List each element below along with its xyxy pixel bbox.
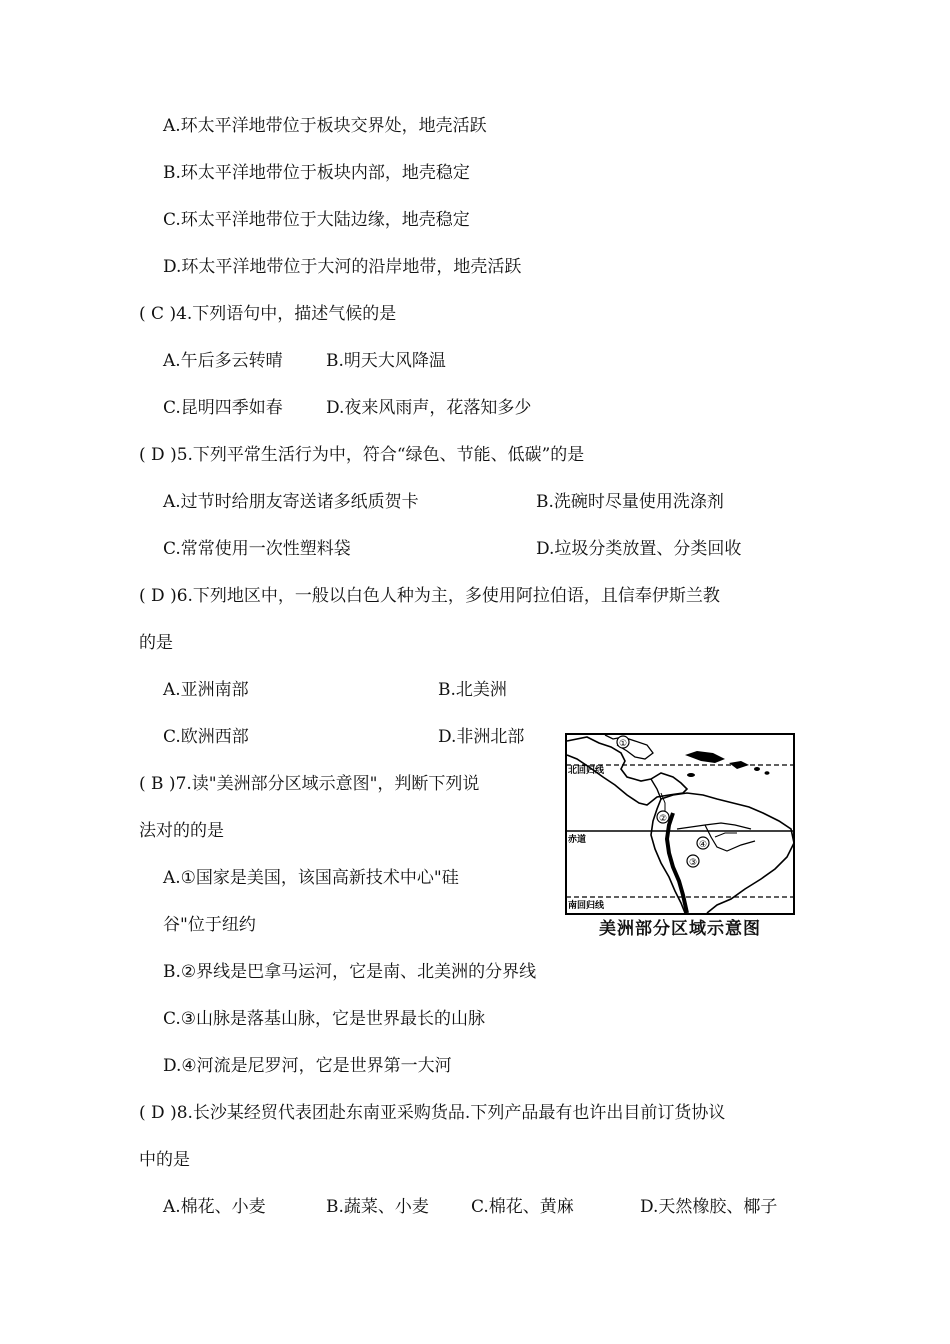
q6-stem-cont: 的是 <box>139 633 173 653</box>
q6-option-c: C.欧洲西部 <box>163 727 249 747</box>
q8-option-a: A.棉花、小麦 <box>163 1197 266 1217</box>
americas-region-map <box>565 733 795 945</box>
q4-stem: ( C )4.下列语句中，描述气候的是 <box>139 304 397 324</box>
q3-option-c: C.环太平洋地带位于大陆边缘，地壳稳定 <box>163 210 470 230</box>
label-tropic-north: 北回归线 <box>568 766 605 776</box>
q5-option-d: D.垃圾分类放置、分类回收 <box>536 539 742 559</box>
q6-option-b: B.北美洲 <box>438 680 507 700</box>
q7-option-b: B.②界线是巴拿马运河，它是南、北美洲的分界线 <box>163 962 537 982</box>
q4-option-a: A.午后多云转晴 <box>163 351 283 371</box>
q6-stem: ( D )6.下列地区中，一般以白色人种为主，多使用阿拉伯语，且信奉伊斯兰教 <box>139 586 720 606</box>
marker-2: ② <box>658 814 668 824</box>
map-drawing <box>565 733 795 915</box>
label-equator: 赤道 <box>568 835 587 845</box>
map-title: 美洲部分区域示意图 <box>599 919 761 939</box>
q8-option-d: D.天然橡胶、椰子 <box>640 1197 778 1217</box>
q3-option-a: A.环太平洋地带位于板块交界处，地壳活跃 <box>163 116 487 136</box>
q5-stem: ( D )5.下列平常生活行为中，符合“绿色、节能、低碳”的是 <box>139 445 585 465</box>
q3-option-d: D.环太平洋地带位于大河的沿岸地带，地壳活跃 <box>163 257 522 277</box>
q7-stem: ( B )7.读"美洲部分区域示意图"，判断下列说 <box>139 774 480 794</box>
q4-option-c: C.昆明四季如春 <box>163 398 283 418</box>
q4-option-d: D.夜来风雨声，花落知多少 <box>326 398 532 418</box>
q7-option-a-cont: 谷"位于纽约 <box>163 915 256 935</box>
marker-1: ① <box>618 739 628 749</box>
marker-3: ③ <box>688 858 698 868</box>
q8-stem: ( D )8.长沙某经贸代表团赴东南亚采购货品.下列产品最有也许出目前订货协议 <box>139 1103 726 1123</box>
q4-option-b: B.明天大风降温 <box>326 351 446 371</box>
q7-option-a: A.①国家是美国，该国高新技术中心"硅 <box>163 868 459 888</box>
marker-4: ④ <box>698 840 708 850</box>
q5-option-b: B.洗碗时尽量使用洗涤剂 <box>536 492 724 512</box>
q5-option-c: C.常常使用一次性塑料袋 <box>163 539 351 559</box>
q7-option-c: C.③山脉是落基山脉，它是世界最长的山脉 <box>163 1009 486 1029</box>
q8-option-c: C.棉花、黄麻 <box>471 1197 574 1217</box>
label-tropic-south: 南回归线 <box>568 901 605 911</box>
q7-stem-cont: 法对的的是 <box>139 821 224 841</box>
q6-option-d: D.非洲北部 <box>438 727 525 747</box>
q5-option-a: A.过节时给朋友寄送诸多纸质贺卡 <box>163 492 419 512</box>
q8-option-b: B.蔬菜、小麦 <box>326 1197 429 1217</box>
q7-option-d: D.④河流是尼罗河，它是世界第一大河 <box>163 1056 452 1076</box>
q3-option-b: B.环太平洋地带位于板块内部，地壳稳定 <box>163 163 470 183</box>
q8-stem-cont: 中的是 <box>139 1150 190 1170</box>
q6-option-a: A.亚洲南部 <box>163 680 249 700</box>
